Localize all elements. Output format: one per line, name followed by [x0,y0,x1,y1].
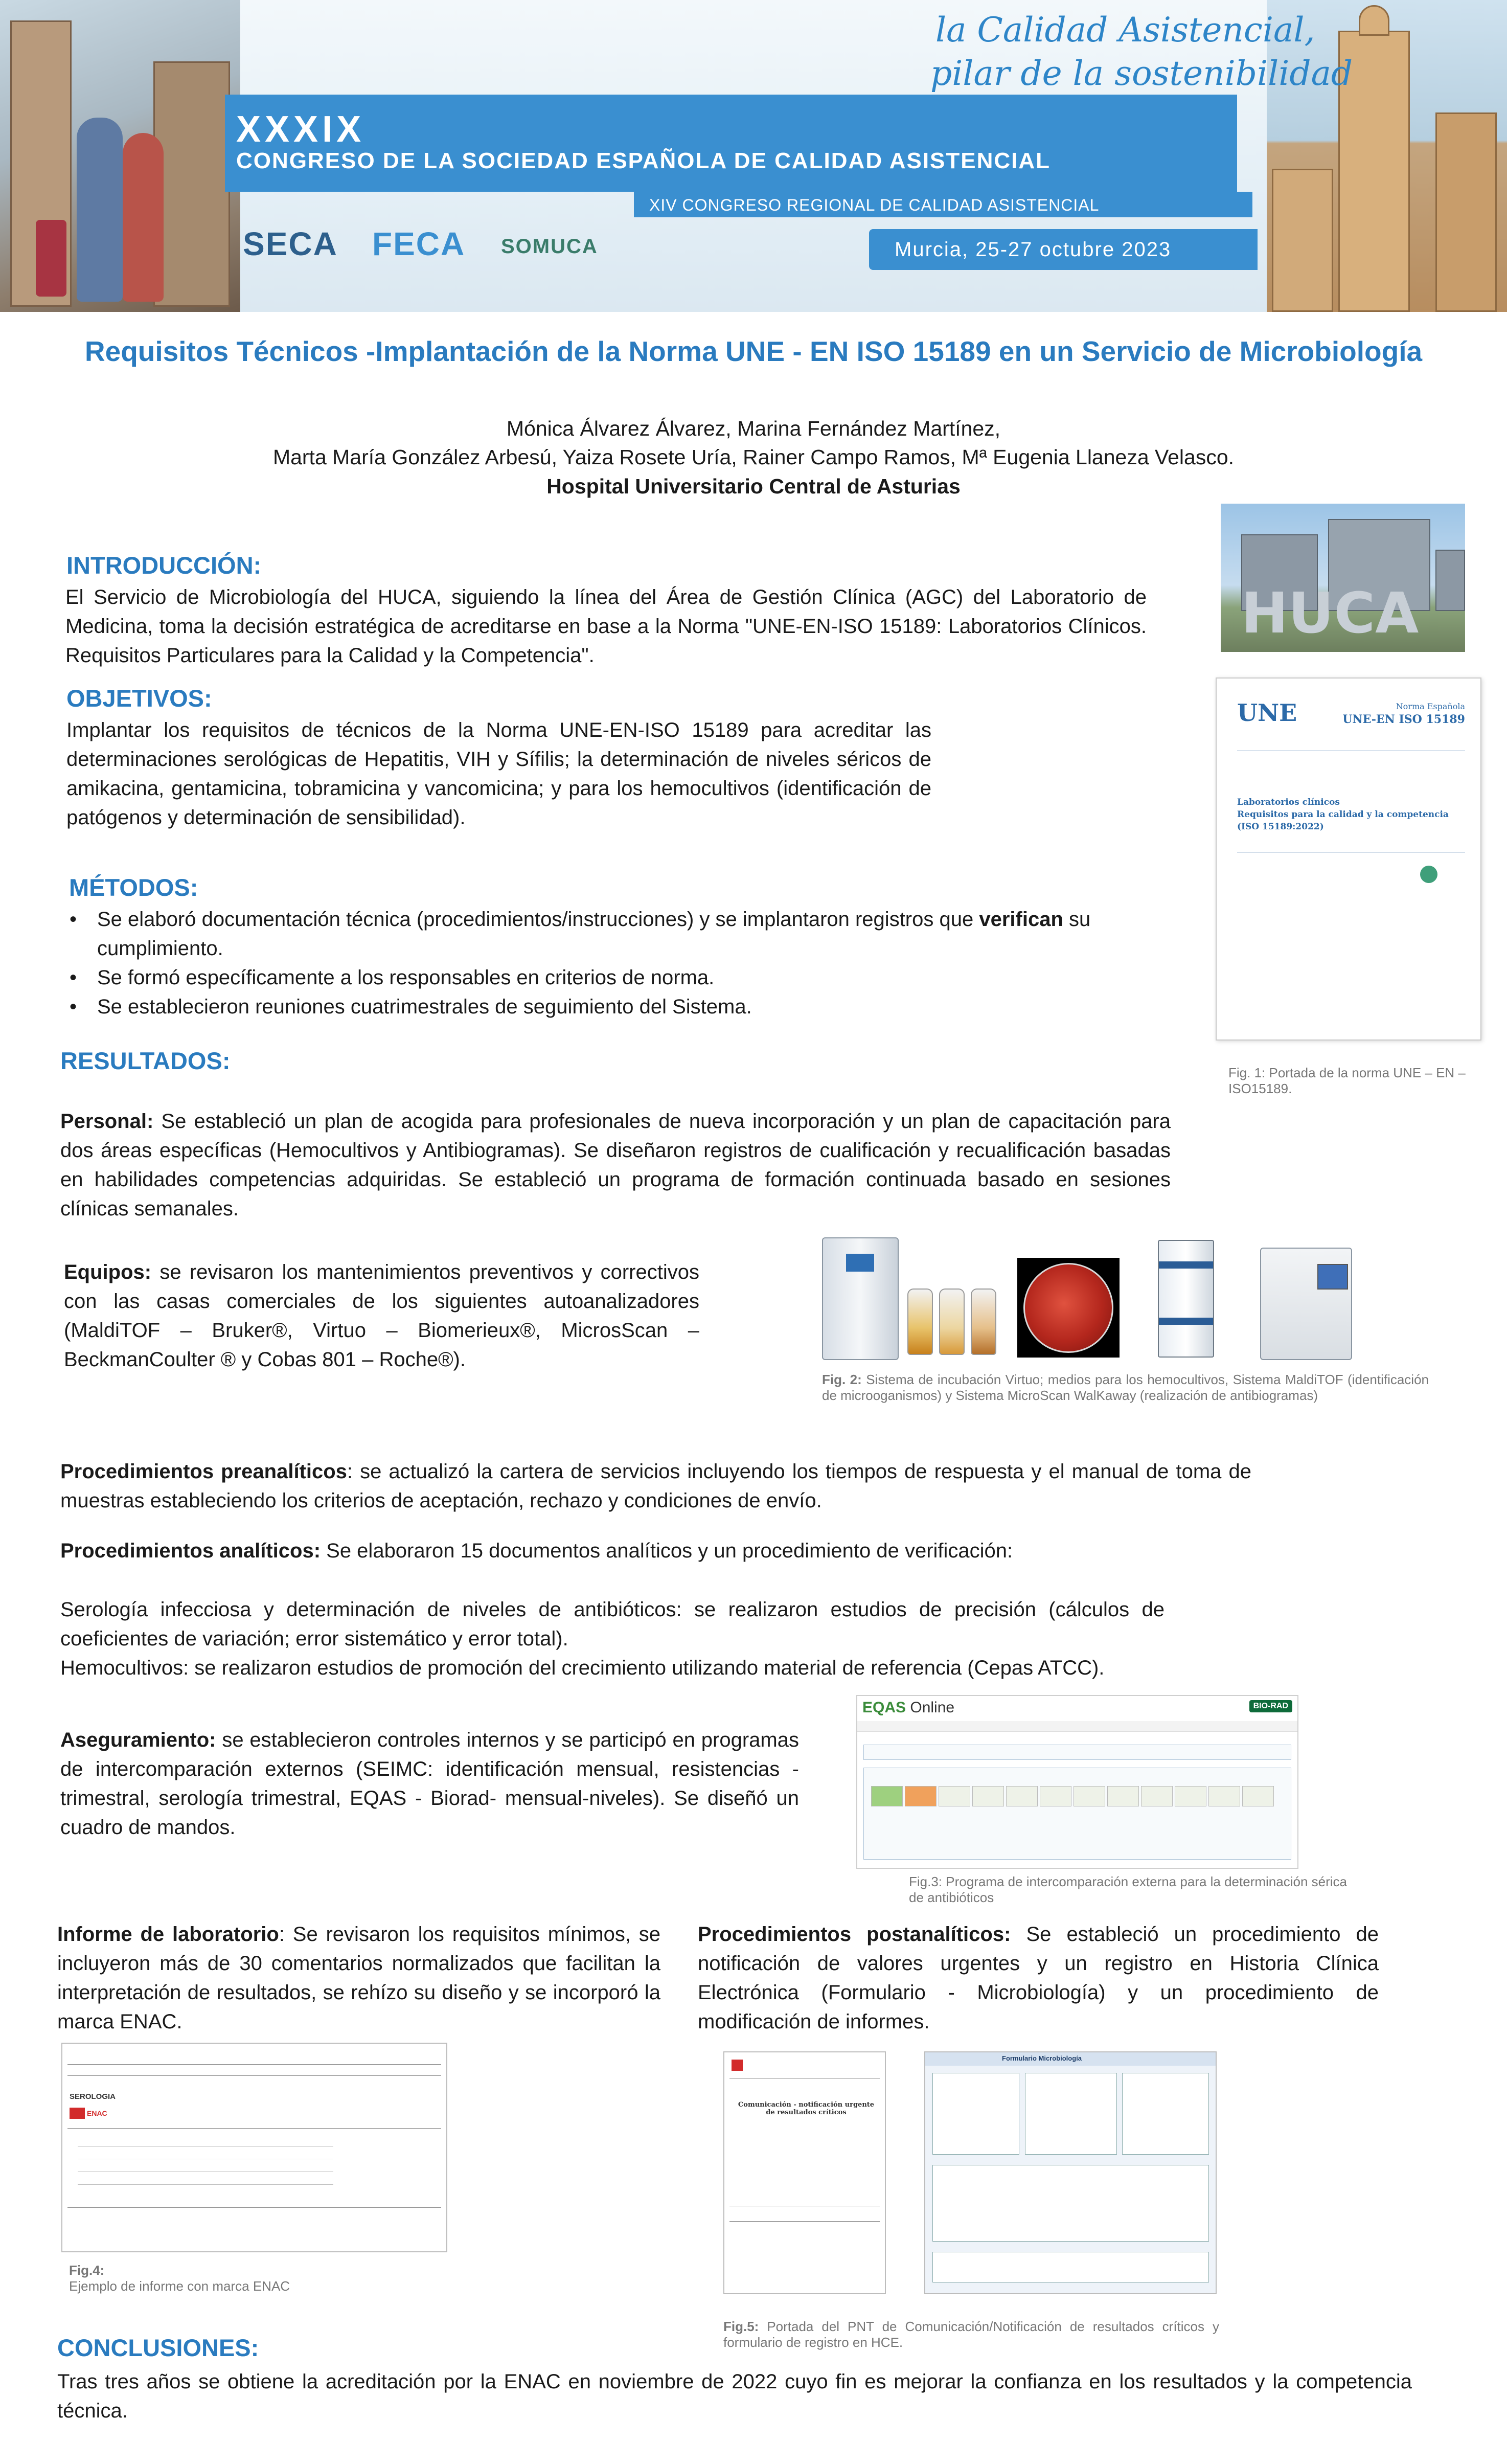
report-section-title: SEROLOGIA [70,2092,116,2101]
pnt-cover-sheet [723,2051,886,2294]
conclusions-heading: CONCLUSIONES: [57,2334,259,2361]
authors-line-2: Marta María González Arbesú, Yaiza Rosete Uría, Rainer Campo Ramos, Mª Eugenia Llaneza Velasco. [272,445,1235,469]
report-paragraph: Informe de laboratorio: Se revisaron los requisitos mínimos, se incluyeron más de 30 comentarios normalizados que facilitan la interpretación de resultados, se rehízo su diseño y se incorporó la marca ENAC. [57,1923,660,2033]
eqas-online-screenshot [856,1695,1298,1869]
somuca-logo: SOMUCA [501,235,598,258]
fig1-caption: Fig. 1: Portada de la norma UNE – EN –ISO15189. [1228,1065,1466,1096]
objectives-heading: OBJETIVOS: [66,685,212,712]
methods-heading: MÉTODOS: [69,874,198,901]
personal-paragraph: Personal: Se estableció un plan de acogida para profesionales de nueva incorporación y un plan de capacitación para dos áreas específicas (Hemocultivos y Antibiogramas). Se diseñaron registros de cualificación y recualificación basadas en habilidades competencias adquiridas. Se estableció un programa de formación continuada basado en sesiones clínicas semanales. [60,1110,1171,1220]
hospital-name: Hospital Universitario Central de Asturias [546,474,961,498]
microscan-system-image [1260,1248,1352,1360]
postanalytic-paragraph: Procedimientos postanalíticos: Se estableció un procedimiento de notificación de valores urgentes y un registro en Historia Clínica Electrónica (Formulario - Microbiología) y un procedimiento de modificación de informes. [698,1923,1379,2033]
preanalytic-paragraph: Procedimientos preanalíticos: se actualizó la cartera de servicios incluyendo los tiempos de respuesta y el manual de toma de muestras estableciendo los criterios de aceptación, rechazo y condiciones de envío. [60,1460,1251,1512]
congress-date: Murcia, 25-27 octubre 2023 [895,238,1172,261]
virtuo-incubator-image [822,1237,899,1360]
huca-sign: HUCA [1241,580,1419,646]
methods-bullet-3: • Se establecieron reuniones cuatrimestrales de seguimiento del Sistema. [60,992,1175,1022]
enac-report-example [61,2043,447,2252]
serology-paragraph: Serología infecciosa y determinación de niveles de antibióticos: se realizaron estudios de precisión (cálculos de coeficientes de variación; error sistemático y error total). [60,1598,1164,1650]
une-standard-cover: UNE Norma Española UNE-EN ISO 15189 Laboratorios clínicos Requisitos para la calidad y la competencia (ISO 15189:2022) [1216,677,1481,1041]
assurance-paragraph: Aseguramiento: se establecieron controles internos y se participó en programas de intercomparación externos (SEIMC: identificación mensual, resistencias -trimestral, serología trimestral, EQAS - Biorad- mensual-niveles). Se diseñó un cuadro de mandos. [60,1729,799,1839]
methods-bullet-2: • Se formó específicamente a los responsables en criterios de norma. [60,963,1175,992]
congress-subtitle: XIV CONGRESO REGIONAL DE CALIDAD ASISTENCIAL [649,196,1100,214]
fig4-caption: Fig.4: Ejemplo de informe con marca ENAC [69,2263,290,2294]
congress-number: XXXIX [236,109,366,150]
poster-title: Requisitos Técnicos -Implantación de la Norma UNE - EN ISO 15189 en un Servicio de Microbiología [84,335,1423,367]
equipos-paragraph: Equipos: se revisaron los mantenimientos preventivos y correctivos con las casas comerciales de los siguientes autoanalizadores (MaldiTOF – Bruker®, Virtuo – Biomerieux®, MicrosScan – BeckmanCoulter ® y Cobas 801 – Roche®). [64,1261,699,1371]
seca-logo: SECA [243,225,338,262]
methods-bullet-1: • Se elaboró documentación técnica (procedimientos/instrucciones) y se implantaron registros que verifican su cumplimiento. [60,905,1175,963]
hce-form-screenshot [924,2051,1217,2294]
objectives-text: Implantar los requisitos de técnicos de la Norma UNE-EN-ISO 15189 para acreditar las determinaciones serológicas de Hepatitis, VIH y Sífilis; la determinación de niveles séricos de amikacina, gentamicina, tobramicina y vancomicina; y para los hemocultivos (identificación de patógenos y determinación de sensibilidad). [66,719,931,829]
illustration-travelers [0,0,240,312]
huca-building-photo [1221,504,1465,652]
fig5-caption: Fig.5: Portada del PNT de Comunicación/Notificación de resultados críticos y formulario de registro en HCE. [723,2319,1219,2350]
fig2-caption: Fig. 2: Sistema de incubación Virtuo; medios para los hemocultivos, Sistema MaldiTOF (identificación de microoganismos) y Sistema MicroScan WalKaway (realización de antibiogramas) [822,1372,1429,1403]
conclusions-text: Tras tres años se obtiene la acreditación por la ENAC en noviembre de 2022 cuyo fin es mejorar la confianza en los resultados y la competencia técnica. [57,2370,1412,2422]
pnt-title: Comunicación - notificación urgente de resultados críticos [738,2101,875,2116]
biorad-logo: BIO-RAD [1249,1700,1292,1712]
analytic-paragraph: Procedimientos analíticos: Se elaboraron 15 documentos analíticos y un procedimiento de verificación: [60,1540,1013,1562]
congress-title: CONGRESO DE LA SOCIEDAD ESPAÑOLA DE CALIDAD ASISTENCIAL [236,148,1051,173]
petri-dish-image [1017,1258,1120,1358]
une-logo: UNE [1237,699,1297,727]
fig3-caption: Fig.3: Programa de intercomparación externa para la determinación sérica de antibióticos [909,1874,1347,1905]
enac-mark: ENAC [87,2109,107,2117]
malditof-system-image [1158,1240,1214,1358]
methods-list [60,905,1175,1022]
congress-motto-line1: la Calidad Asistencial, [935,10,1315,50]
intro-heading: INTRODUCCIÓN: [66,552,262,579]
blood-culture-bottles-image [902,1268,1004,1360]
aenor-logo [1420,866,1437,883]
une-document-title: Laboratorios clínicos Requisitos para la calidad y la competencia (ISO 15189:2022) [1237,797,1449,832]
results-heading: RESULTADOS: [60,1047,231,1074]
form-title: Formulario Microbiología [1002,2054,1082,2062]
congress-banner [0,0,1507,312]
intro-text: El Servicio de Microbiología del HUCA, siguiendo la línea del Área de Gestión Clínica (AGC) del Laboratorio de Medicina, toma la decisión estratégica de acreditarse en base a la Norma "UNE-EN-ISO 15189: Laboratorios Clínicos. Requisitos Particulares para la Calidad y la Competencia". [65,586,1147,667]
eqas-logo: EQAS Online [862,1699,955,1716]
blood-cultures-paragraph: Hemocultivos: se realizaron estudios de promoción del crecimiento utilizando material de referencia (Cepas ATCC). [60,1657,1105,1679]
authors-line-1: Mónica Álvarez Álvarez, Marina Fernández Martínez, [506,417,1001,440]
congress-motto-line2: pilar de la sostenibilidad [930,54,1353,93]
feca-logo: FECA [372,225,466,262]
